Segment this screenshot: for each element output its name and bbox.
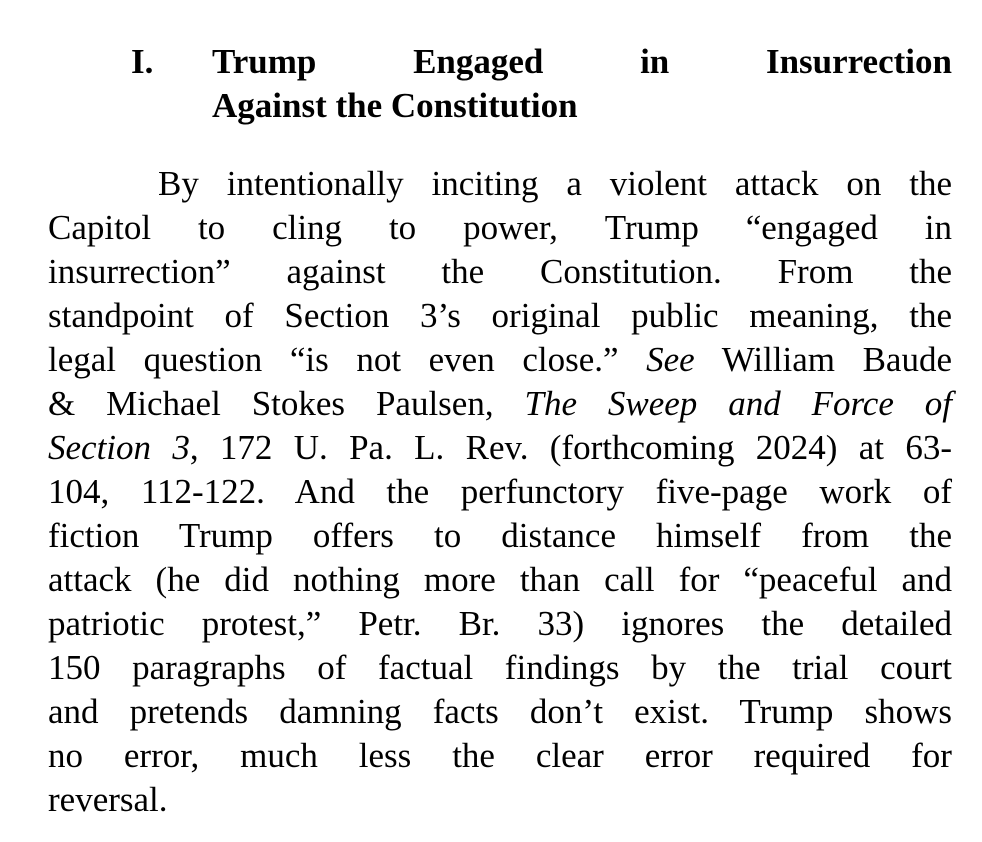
text-segment: cling — [272, 208, 343, 247]
text-segment: no — [48, 736, 83, 775]
text-line — [48, 338, 952, 382]
text-segment: standpoint of Section 3’s original public meaning, the — [48, 296, 952, 335]
text-segment: less — [358, 736, 412, 775]
text-segment: power, — [463, 208, 558, 247]
text-line — [48, 690, 952, 734]
text-line — [48, 162, 952, 206]
text-segment: , 172 U. Pa. L. Rev. (forthcoming 2024) at 63- — [189, 428, 952, 467]
title-word: in — [640, 42, 670, 81]
text-line — [48, 470, 952, 514]
section-title-line — [212, 40, 952, 84]
text-segment: clear — [535, 736, 604, 775]
text-line — [48, 558, 952, 602]
text-segment: against — [286, 252, 386, 291]
text-segment: to — [197, 208, 226, 247]
section-title-line — [212, 84, 952, 128]
text-segment: attack (he did nothing more than call for “peaceful and — [48, 560, 952, 599]
text-segment: legal question “is not even close.” — [48, 340, 647, 379]
italic-citation-text: Section 3 — [48, 428, 190, 467]
text-segment: in — [924, 208, 952, 247]
text-segment: fiction Trump offers to distance himself from the — [48, 516, 952, 555]
text-line — [48, 602, 952, 646]
text-segment: the — [441, 252, 485, 291]
text-segment: error — [644, 736, 713, 775]
text-segment: error, — [123, 736, 200, 775]
text-segment: much — [240, 736, 318, 775]
text-segment: required — [753, 736, 871, 775]
text-segment: By intentionally inciting a violent attack on the — [158, 164, 952, 203]
text-line — [48, 778, 952, 822]
text-line — [48, 294, 952, 338]
title-word: Trump — [212, 42, 317, 81]
text-segment: the — [452, 736, 495, 775]
text-segment: & Michael Stokes Paulsen, — [48, 384, 525, 423]
text-segment: From — [777, 252, 854, 291]
body-paragraph — [48, 162, 952, 822]
title-text: Against the Constitution — [212, 86, 578, 125]
text-line — [48, 426, 952, 470]
section-number: I. — [131, 42, 154, 81]
text-segment: reversal. — [48, 780, 168, 819]
text-segment: 104, 112-122. And the perfunctory five-page work of — [48, 472, 952, 511]
text-line — [48, 382, 952, 426]
section-title — [212, 40, 952, 128]
text-segment: the — [909, 252, 952, 291]
text-segment: Capitol — [48, 208, 152, 247]
text-line — [48, 206, 952, 250]
text-segment: “engaged — [745, 208, 878, 247]
text-segment: for — [911, 736, 952, 775]
text-segment: William Baude — [694, 340, 952, 379]
title-word: Insurrection — [765, 42, 952, 81]
text-line — [48, 646, 952, 690]
text-segment: insurrection” — [48, 252, 231, 291]
text-segment: Trump — [604, 208, 699, 247]
text-line — [48, 734, 952, 778]
text-line — [48, 250, 952, 294]
text-segment: Constitution. — [539, 252, 722, 291]
text-segment: to — [388, 208, 417, 247]
text-line — [48, 514, 952, 558]
text-segment: patriotic protest,” Petr. Br. 33) ignores the detailed — [48, 604, 952, 643]
text-segment: and pretends damning facts don’t exist. Trump shows — [48, 692, 952, 731]
title-word: Engaged — [413, 42, 544, 81]
italic-citation-text: The Sweep and Force of — [524, 384, 952, 423]
italic-citation-text: See — [646, 340, 695, 379]
text-segment: 150 paragraphs of factual findings by the trial court — [48, 648, 952, 687]
